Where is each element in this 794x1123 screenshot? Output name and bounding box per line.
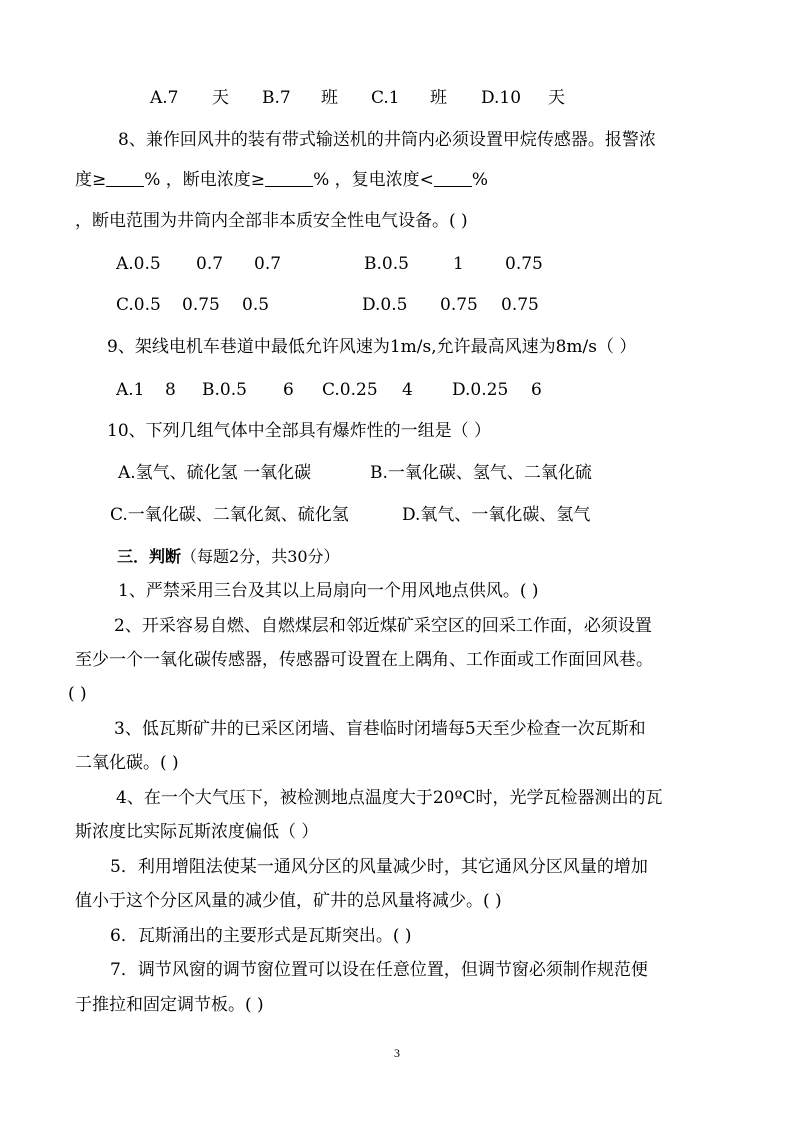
q8-text-line3: ，断电范围为井筒内全部非本质安全性电气设备。( ) <box>75 211 468 231</box>
q8-line2-a: 度≥ <box>75 170 107 190</box>
q7-option-d-unit: 天 <box>548 88 565 108</box>
section3-heading <box>117 545 340 569</box>
tf-q4-line1: 4、在一个大气压下，被检测地点温度大于20ºC时，光学瓦检器测出的瓦 <box>116 788 663 808</box>
q7-option-a-unit: 天 <box>212 88 229 108</box>
tf-q2-line1: 2、开采容易自燃、自燃煤层和邻近煤矿采空区的回采工作面，必须设置 <box>114 616 652 636</box>
q9-option-a-2: 8 <box>165 380 176 400</box>
tf-q6: 6．瓦斯涌出的主要形式是瓦斯突出。( ) <box>110 926 412 946</box>
section3-title: 三．判断 <box>117 547 182 566</box>
tf-q3-line2: 二氧化碳。( ) <box>75 753 179 773</box>
q10-option-a: A.氢气、硫化氢 一氧化碳 <box>118 463 312 483</box>
q7-option-c: C.1 <box>371 88 400 108</box>
q8-option-b-3: 0.75 <box>505 254 543 274</box>
q8-blank-cutoff <box>265 170 313 187</box>
q7-option-a: A.7 <box>150 88 179 108</box>
q7-option-b-unit: 班 <box>321 88 338 108</box>
q9-option-b-2: 6 <box>283 380 294 400</box>
tf-q5-line2: 值小于这个分区风量的减少值，矿井的总风量将减少。( ) <box>75 891 502 911</box>
q9-option-d-2: 6 <box>531 380 542 400</box>
tf-q1: 1、严禁采用三台及其以上局扇向一个用风地点供风。( ) <box>118 581 539 601</box>
q8-option-d-3: 0.75 <box>501 295 539 315</box>
page-number: 3 <box>394 1046 400 1060</box>
q8-option-c: C.0.5 <box>116 295 161 315</box>
q8-option-d-2: 0.75 <box>440 295 478 315</box>
q10-option-c: C.一氧化碳、二氧化氮、硫化氢 <box>110 505 349 525</box>
tf-q4-line2: 斯浓度比实际瓦斯浓度偏低（ ） <box>75 822 319 842</box>
q10-option-b: B.一氧化碳、氢气、二氧化硫 <box>370 463 592 483</box>
q8-line2-d: % <box>471 170 489 190</box>
q7-option-d: D.10 <box>481 88 522 108</box>
q9-option-c-2: 4 <box>402 380 413 400</box>
q8-option-b-2: 1 <box>453 254 464 274</box>
section3-note: （每题2分，共30分） <box>181 547 340 566</box>
tf-q3-line1: 3、低瓦斯矿井的已采区闭墙、盲巷临时闭墙每5天至少检查一次瓦斯和 <box>114 719 646 739</box>
q8-option-d: D.0.5 <box>362 295 408 315</box>
q8-option-b: B.0.5 <box>364 254 409 274</box>
q9-option-b: B.0.5 <box>202 380 247 400</box>
q9-option-d: D.0.25 <box>452 380 509 400</box>
q8-option-a-3: 0.7 <box>254 254 282 274</box>
q7-option-b: B.7 <box>262 88 291 108</box>
q8-option-c-3: 0.5 <box>242 295 270 315</box>
q8-text-line2 <box>75 168 488 192</box>
q7-option-c-unit: 班 <box>430 88 447 108</box>
q10-option-d: D.氧气、一氧化碳、氢气 <box>402 505 591 525</box>
q8-blank-alarm <box>106 170 144 187</box>
tf-q7-line2: 于推拉和固定调节板。( ) <box>75 995 264 1015</box>
q9-option-c: C.0.25 <box>322 380 378 400</box>
q9-option-a: A.1 <box>116 380 145 400</box>
tf-q5-line1: 5．利用增阻法使某一通风分区的风量减少时，其它通风分区风量的增加 <box>110 857 648 877</box>
tf-q2-line2: 至少一个一氧化碳传感器，传感器可设置在上隅角、工作面或工作面回风巷。 <box>75 650 653 670</box>
tf-q7-line1: 7．调节风窗的调节窗位置可以设在任意位置，但调节窗必须制作规范便 <box>110 960 648 980</box>
q8-option-a-2: 0.7 <box>196 254 224 274</box>
q10-text: 10、下列几组气体中全部具有爆炸性的一组是（ ） <box>107 421 492 441</box>
q8-text-line1: 8、兼作回风井的装有带式输送机的井筒内必须设置甲烷传感器。报警浓 <box>118 130 656 150</box>
q8-blank-restore <box>434 170 472 187</box>
tf-q2-line3: ( ) <box>68 684 87 704</box>
q8-line2-b: % ，断电浓度≥ <box>144 170 266 190</box>
q9-text: 9、架线电机车巷道中最低允许风速为1m/s,允许最高风速为8m/s（ ） <box>107 337 637 357</box>
q8-option-c-2: 0.75 <box>182 295 220 315</box>
q8-line2-c: % ，复电浓度< <box>313 170 434 190</box>
q8-option-a: A.0.5 <box>116 254 161 274</box>
